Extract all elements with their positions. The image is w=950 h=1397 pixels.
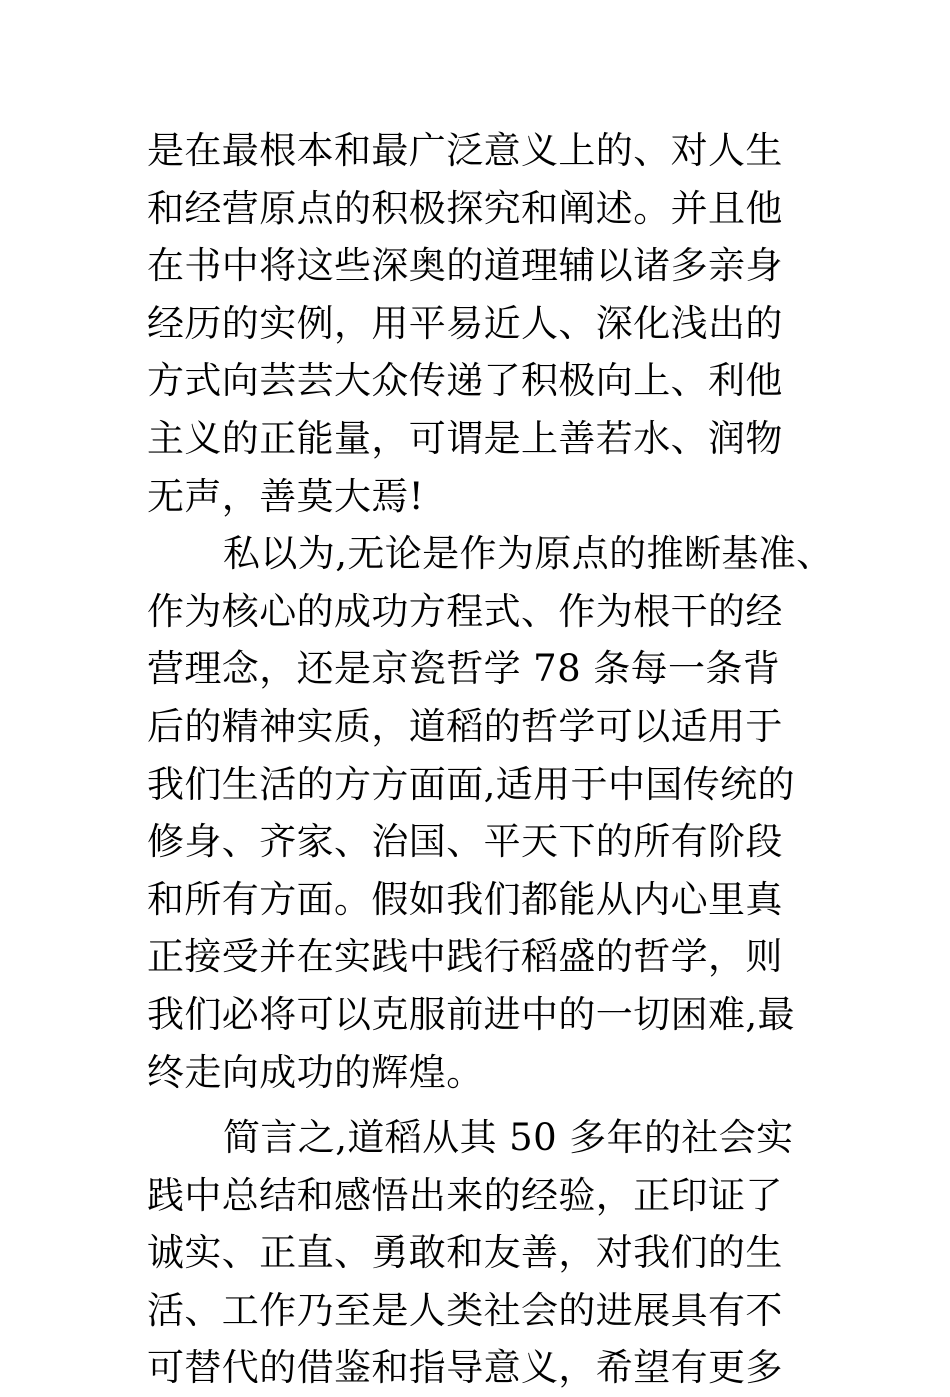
text-line: 终走向成功的辉煌。 xyxy=(147,1050,484,1094)
paragraph-3 xyxy=(147,1109,847,1397)
text-line: 诚实、正直、勇敢和友善，对我们的生 xyxy=(147,1231,783,1275)
text-line: 活、工作乃至是人类社会的进展具有不 xyxy=(147,1288,783,1332)
text-line: 营理念，还是京瓷哲学 78 条每一条背 xyxy=(147,647,781,691)
text-line: 主义的正能量，可谓是上善若水、润物 xyxy=(147,416,783,460)
text-line: 修身、齐家、治国、平天下的所有阶段 xyxy=(147,820,783,864)
text-line: 方式向芸芸大众传递了积极向上、利他 xyxy=(147,359,783,403)
body-text xyxy=(147,122,847,1397)
text-line: 是在最根本和最广泛意义上的、对人生 xyxy=(147,129,783,172)
text-line: 作为核心的成功方程式、作为根干的经 xyxy=(147,589,783,633)
text-line: 我们必将可以克服前进中的一切困难,最 xyxy=(147,992,795,1036)
text-line: 和经营原点的积极探究和阐述。并且他 xyxy=(147,186,783,230)
text-line: 和所有方面。假如我们都能从内心里真 xyxy=(147,877,783,921)
text-line: 私以为,无论是作为原点的推断基准、 xyxy=(223,532,834,576)
text-line: 我们生活的方方面面,适用于中国传统的 xyxy=(147,762,795,806)
paragraph-1 xyxy=(147,122,847,525)
text-line: 后的精神实质，道稻的哲学可以适用于 xyxy=(147,704,783,748)
text-line: 经历的实例，用平易近人、深化浅出的 xyxy=(147,301,783,345)
paragraph-2 xyxy=(147,525,847,1101)
text-line: 在书中将这些深奥的道理辅以诸多亲身 xyxy=(147,244,783,288)
text-line: 无声，善莫大焉! xyxy=(147,474,425,518)
text-line: 可替代的借鉴和指导意义，希望有更多 xyxy=(147,1346,783,1390)
text-line: 简言之,道稻从其 50 多年的社会实 xyxy=(223,1116,794,1160)
text-line: 正接受并在实践中践行稻盛的哲学，则 xyxy=(147,935,783,979)
text-line: 践中总结和感悟出来的经验，正印证了 xyxy=(147,1173,783,1217)
